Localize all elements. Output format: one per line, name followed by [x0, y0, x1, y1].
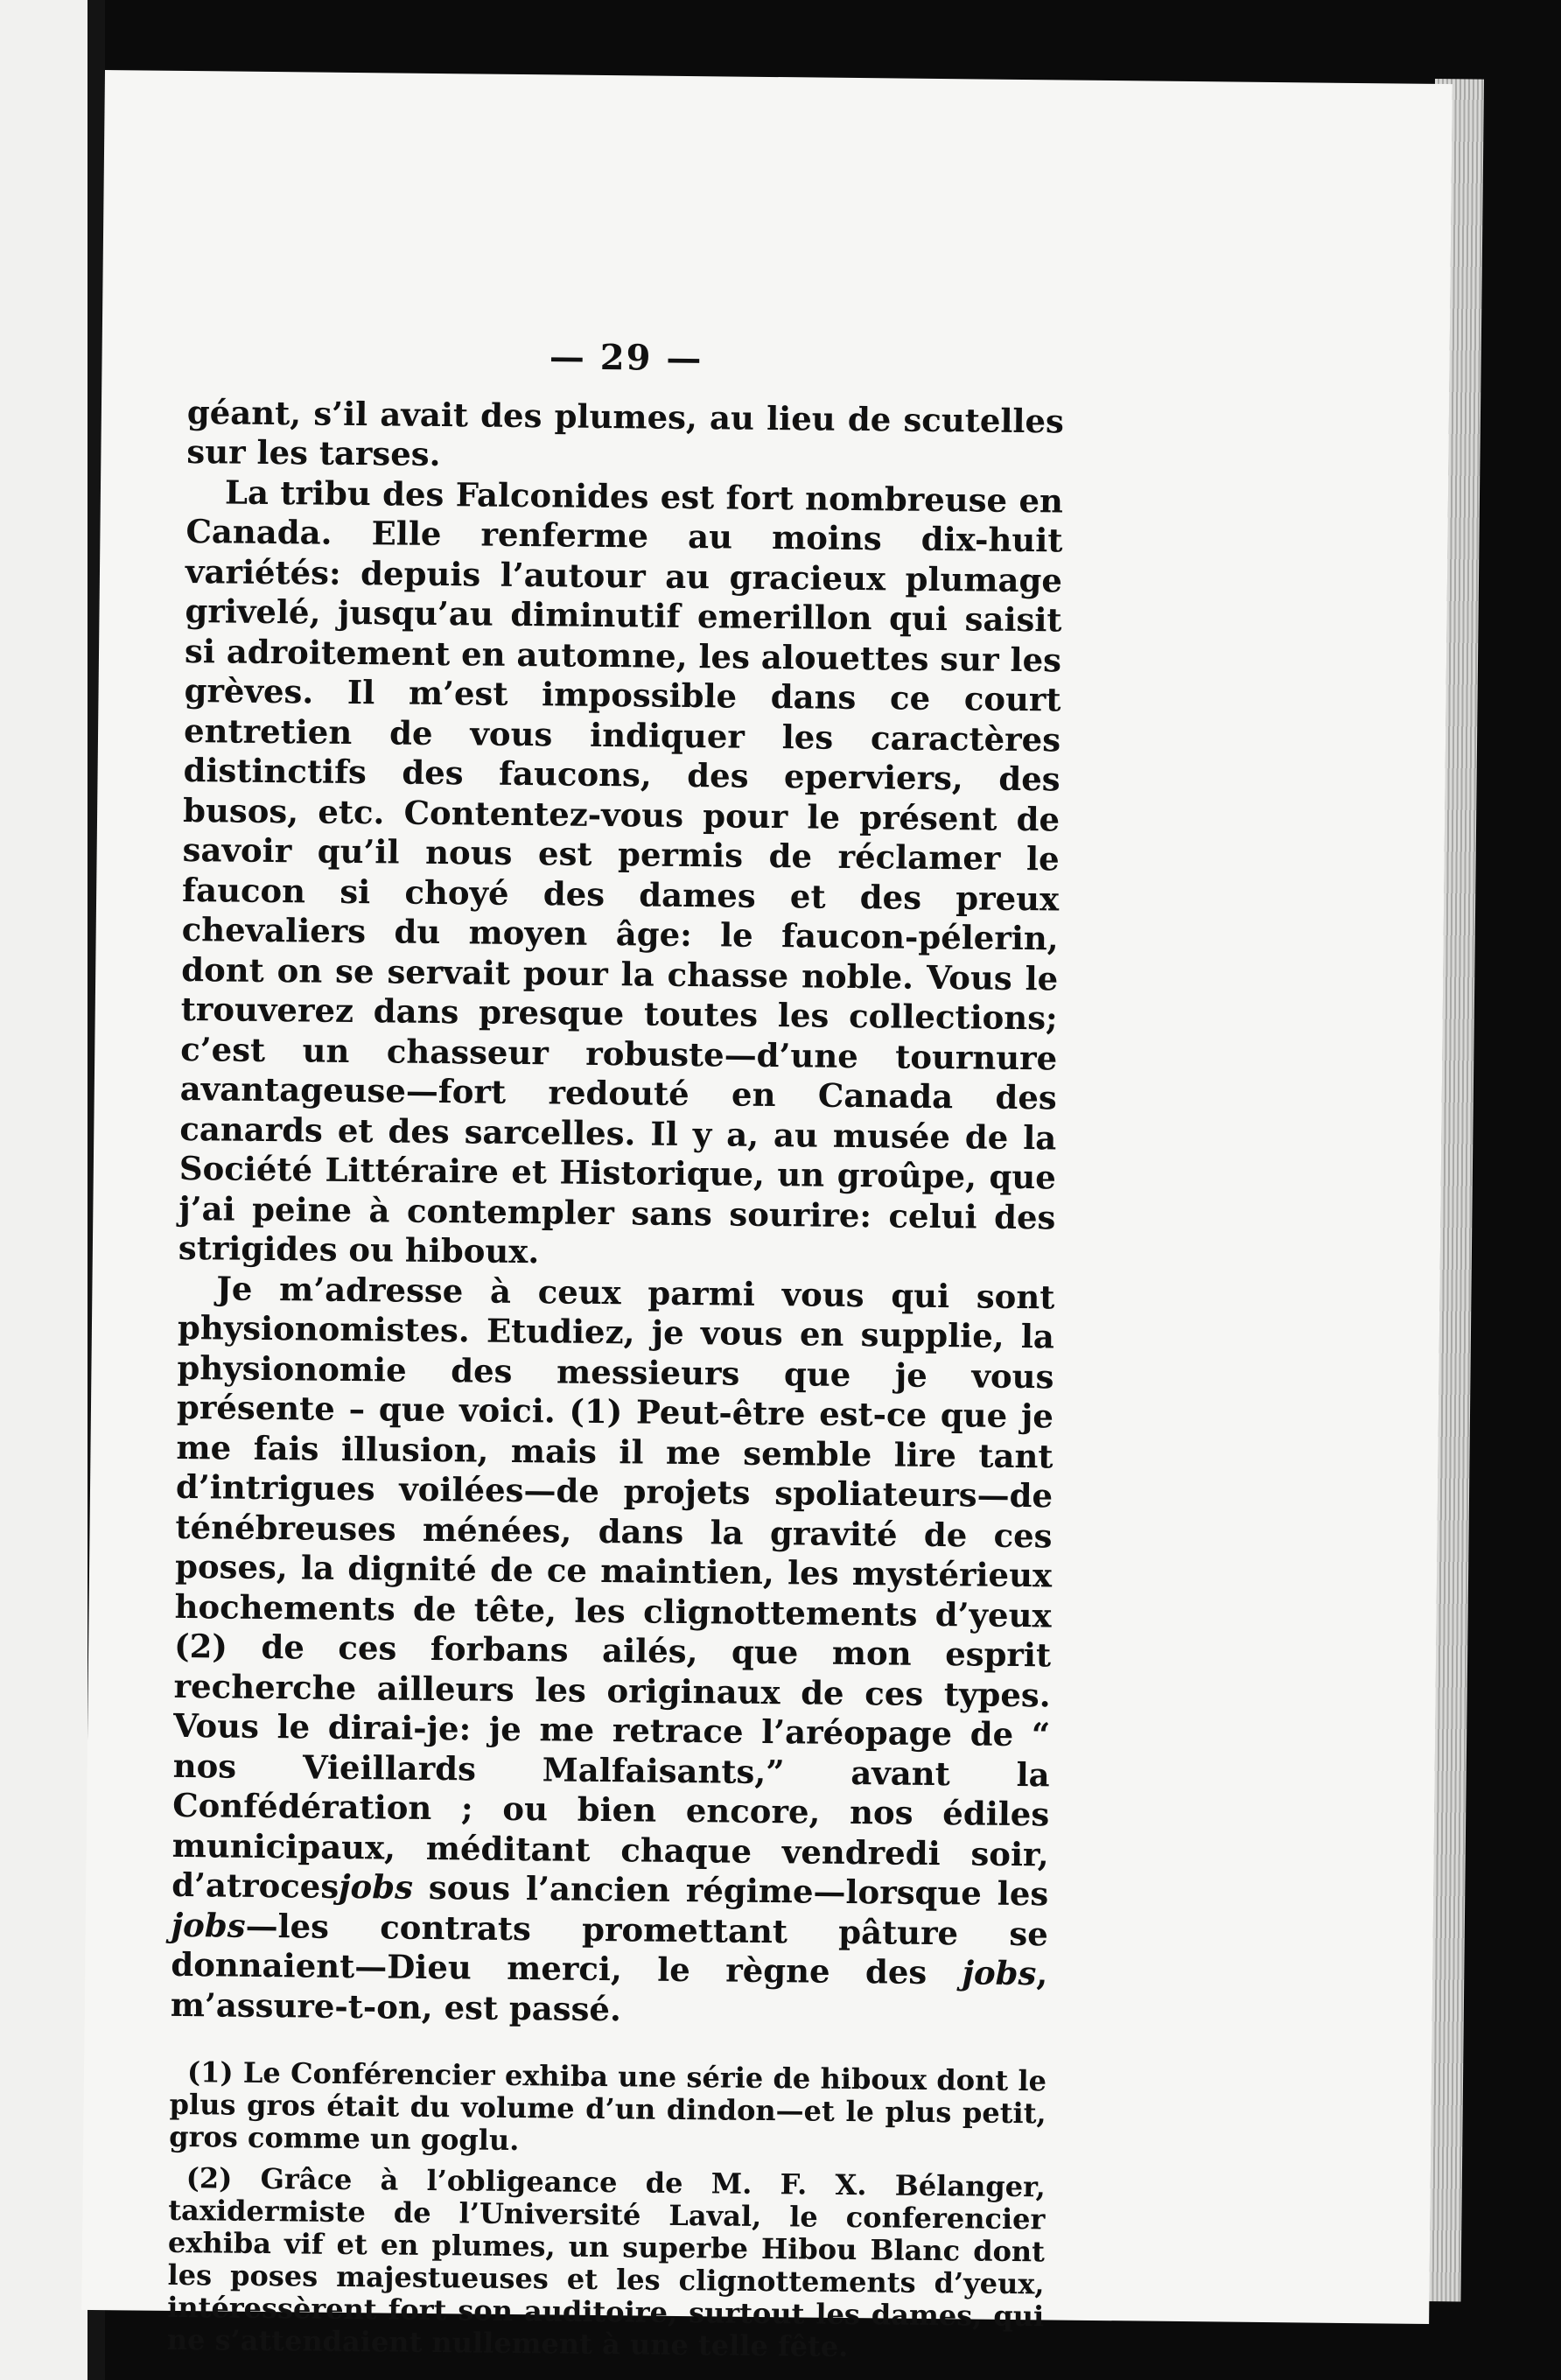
paragraph-text: , m’assure-t-on, est passé.: [170, 1954, 1048, 2028]
paragraph-falconides: La tribu des Falconides est fort nombreuse en Canada. Elle renferme au moins dix-huit variétés: depuis l’autour au gracieux plumage grivelé, jusqu’au diminutif emerillon qui saisit si adroitement en automne, les alouettes sur les grèves. Il m’est impossible dans ce court entretien de vous indiquer les caractères distinctifs des faucons, des eperviers, des busos, etc. Contentez-vous pour le présent de savoir qu’il nous est permis de réclamer le faucon si choyé des dames et des preux chevaliers du moyen âge: le faucon-pélerin, dont on se servait pour la chasse noble. Vous le trouverez dans presque toutes les collections; c’est un chasseur robuste—d’une tournure avantageuse—fort redouté en Canada des canards et des sarcelles. Il y a, au musée de la Société Littéraire et Historique, un groûpe, que j’ai peine à contempler sans sourire: celui des strigides ou hiboux.: [178, 472, 1064, 1271]
footnote-2: (2) Grâce à l’obligeance de M. F. X. Bélanger, taxidermiste de l’Université Laval, le conferencier exhiba vif et en plumes, un superbe Hibou Blanc dont les poses majestueuses et les clignottements d’yeux, intéressèrent fort son auditoire, surtout les dames, qui ne s’attendaient nullement à une telle fête.: [166, 2161, 1046, 2364]
italic-word: jobs: [338, 1866, 414, 1907]
paragraph-physionomistes: [171, 1268, 1055, 2034]
page-number: — 29 —: [549, 336, 704, 380]
page-content: [167, 333, 1065, 2365]
italic-word: jobs: [171, 1905, 246, 1945]
paragraph-text: sous l’ancien régime—lorsque les: [412, 1867, 1049, 1914]
book-page: [81, 70, 1452, 2364]
paragraph-continuation: géant, s’il avait des plumes, au lieu de scutelles sur les tarses.: [186, 392, 1065, 474]
paragraph-text: Je m’adresse à ceux parmi vous qui sont physionomistes. Etudiez, je vous en supplie, la physionomie des messieurs que je vous présente – que voici. (1) Peut-être est-ce que je me fais illusion, mais il me semble lire tant d’intrigues voilées—de projets spoliateurs—de ténébreuses ménées, dans la gravité de ces poses, la dignité de ce maintien, les mystérieux hochements de tête, les clignottements d’yeux (2) de ces forbans ailés, que mon esprit recherche ailleurs les originaux de ces types. Vous le dirai-je: je me retrace l’aréopage de “ nos Vieillards Malfaisants,” avant la Confédération ; ou bien encore, nos édiles municipaux, méditant chaque vendredi soir, d’atroces: [172, 1268, 1055, 1906]
footnote-1: (1) Le Conférencier exhiba une série de hiboux dont le plus gros était du volume d’un dindon—et le plus petit, gros comme un goglu.: [169, 2055, 1047, 2158]
facing-page-edge: [0, 0, 88, 2380]
italic-word: jobs: [962, 1953, 1037, 1993]
footnotes: [167, 2056, 1047, 2365]
paragraph-text: —les contrats promettant pâture se donnaient—Dieu merci, le règne des: [171, 1906, 1048, 1992]
